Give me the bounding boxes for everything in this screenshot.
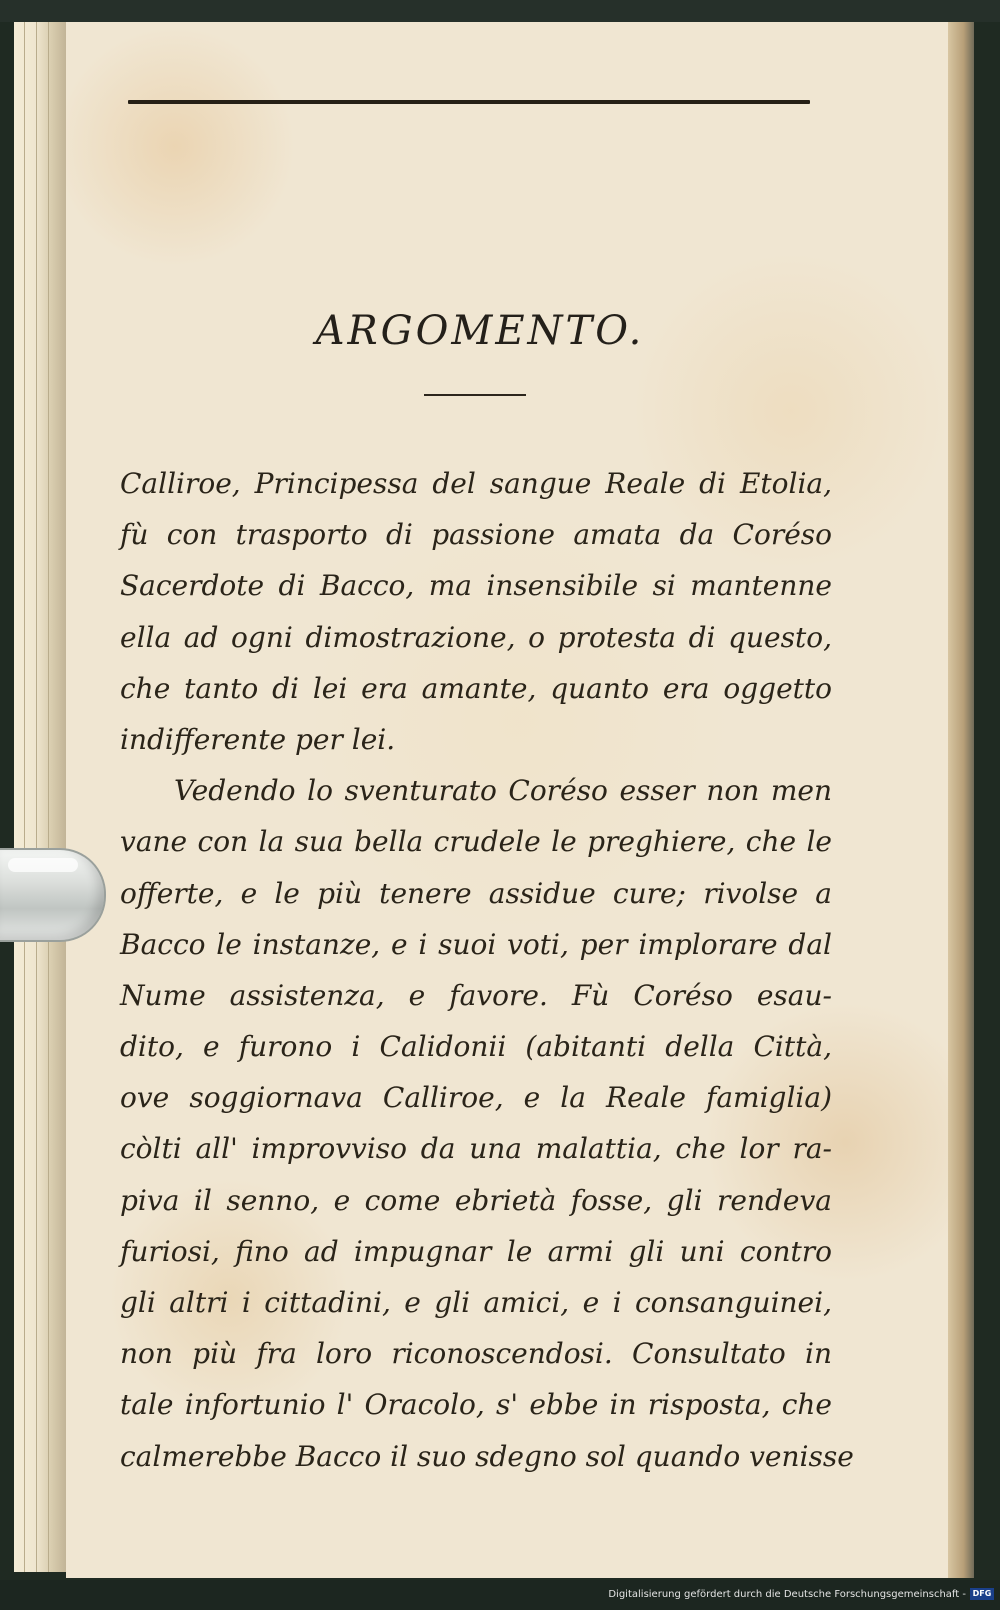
text-line: furiosi, fino ad impugnar le armi gli uni contro — [120, 1234, 832, 1268]
text-line: tale infortunio l' Oracolo, s' ebbe in risposta, che — [120, 1388, 832, 1422]
text-line: piva il senno, e come ebrietà fosse, gli rendeva — [120, 1183, 832, 1217]
text-line: Calliroe, Principessa del sangue Reale di Etolia, — [120, 467, 832, 500]
text-line: Vedendo lo sventurato Coréso esser non men — [174, 774, 832, 808]
text-line: fù con trasporto di passione amata da Coréso — [120, 518, 832, 552]
text-line: calmerebbe Bacco il suo sdegno sol quando venisse — [120, 1439, 854, 1473]
text-line: indifferente per lei. — [120, 722, 396, 756]
page-heading: ARGOMENTO. — [315, 308, 645, 354]
text-line: Sacerdote di Bacco, ma insensibile si mantenne — [120, 569, 832, 603]
text-line: Nume assistenza, e favore. Fù Coréso esau- — [120, 978, 832, 1012]
text-line: che tanto di lei era amante, quanto era oggetto — [120, 671, 832, 705]
text-line: dito, e furono i Calidonii (abitanti della Città, — [120, 1030, 832, 1064]
body-text — [120, 458, 854, 1482]
heading-rule — [424, 394, 526, 396]
footer-credit: Digitalisierung gefördert durch die Deutsche Forschungsgemeinschaft - — [608, 1589, 966, 1600]
text-line: ella ad ogni dimostrazione, o protesta di questo, — [120, 620, 832, 654]
text-line: non più fra loro riconoscendosi. Consultato in — [120, 1337, 832, 1371]
text-line: gli altri i cittadini, e gli amici, e i consanguinei, — [120, 1286, 832, 1319]
scan-background-top — [0, 0, 1000, 22]
top-rule — [128, 100, 810, 104]
text-line: offerte, e le più tenere assidue cure; rivolse a — [120, 876, 832, 910]
text-line: vane con la sua bella crudele le preghiere, che le — [120, 825, 832, 859]
text-line: ove soggiornava Calliroe, e la Reale famiglia) — [120, 1081, 832, 1115]
book-binding-edge — [948, 22, 974, 1578]
text-line: còlti all' improvviso da una malattia, che lor ra- — [120, 1132, 832, 1166]
text-line: Bacco le instanze, e i suoi voti, per implorare dal — [120, 927, 832, 961]
book-page-edges — [14, 22, 70, 1572]
page-clip-highlight — [8, 858, 78, 872]
dfg-logo-icon: DFG — [970, 1588, 994, 1600]
